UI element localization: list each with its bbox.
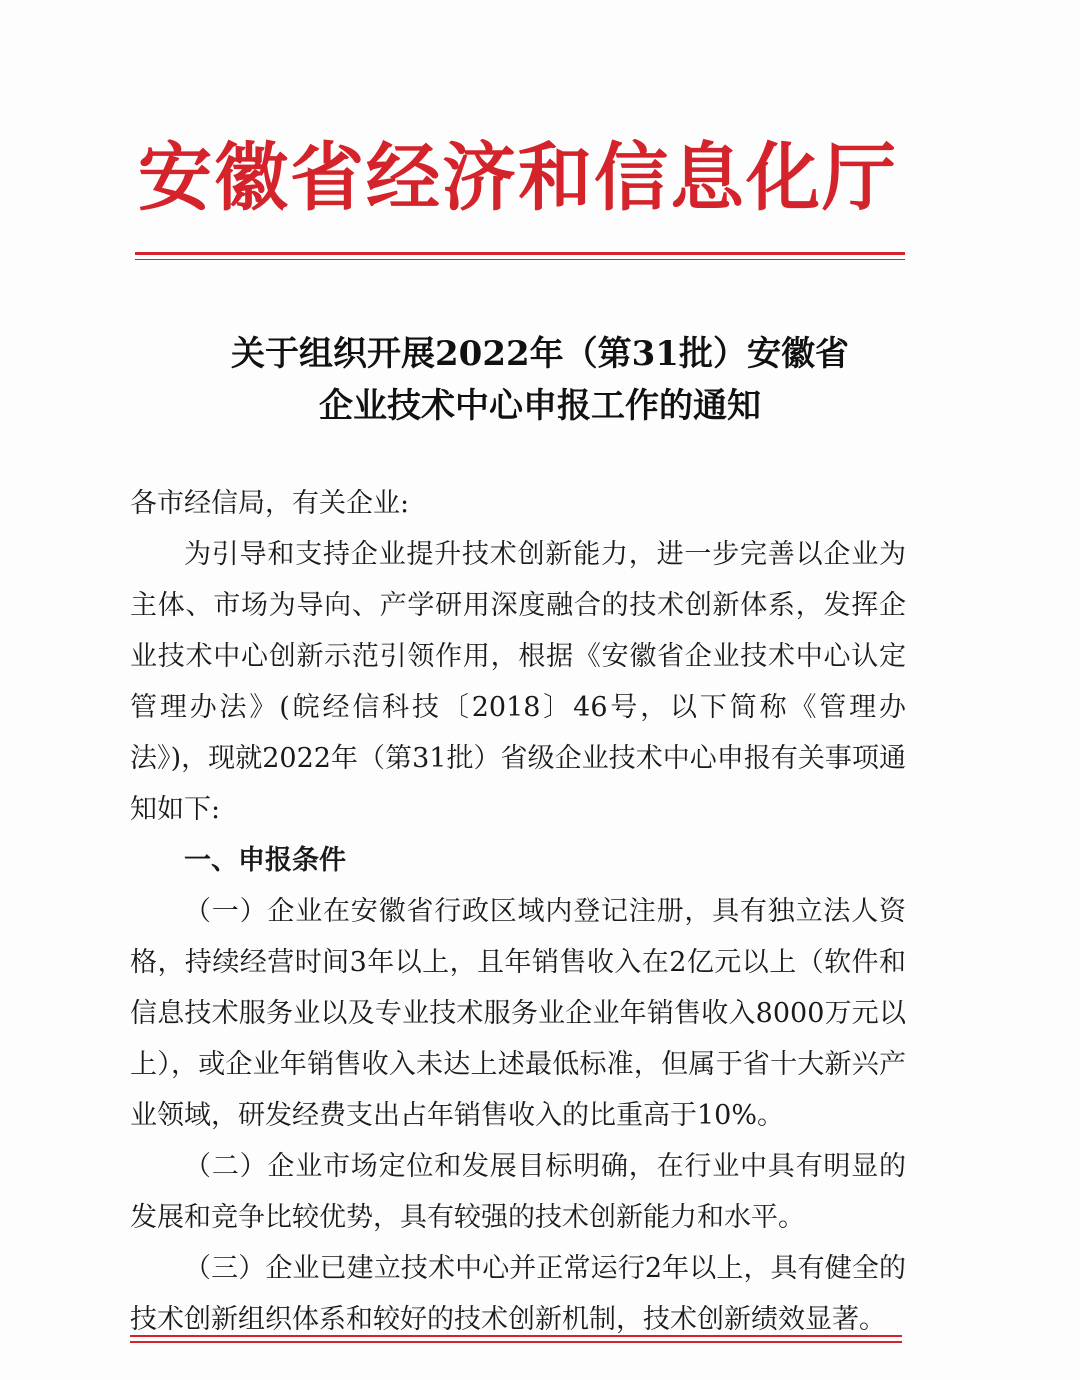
intro-paragraph: 为引导和支持企业提升技术创新能力，进一步完善以企业为主体、市场为导向、产学研用深度融合的技术创新体系，发挥企业技术中心创新示范引领作用，根据《安徽省企业技术中心认定管理办法》(皖经信科技〔2018〕46号，以下简称《管理办法》)，现就2022年（第31批）省级企业技术中心申报有关事项通知如下: bbox=[130, 539, 906, 825]
masthead-red-rule-thin bbox=[135, 259, 905, 260]
document-title-line-2: 企业技术中心申报工作的通知 bbox=[319, 386, 761, 426]
masthead-org-name: 安徽省经济和信息化厅 bbox=[138, 135, 898, 221]
condition-item-3: （三）企业已建立技术中心并正常运行2年以上，具有健全的技术创新组织体系和较好的技术创新机制，技术创新绩效显著。 bbox=[130, 1253, 906, 1335]
footer-red-rule-second bbox=[130, 1341, 902, 1343]
section-heading-conditions: 一、申报条件 bbox=[184, 845, 346, 876]
document-body bbox=[130, 478, 906, 1345]
condition-item-1: （一）企业在安徽省行政区域内登记注册，具有独立法人资格，持续经营时间3年以上，且年销售收入在2亿元以上（软件和信息技术服务业以及专业技术服务业企业年销售收入8000万元以上），或企业年销售收入未达上述最低标准，但属于省十大新兴产业领域，研发经费支出占年销售收入的比重高于10%。 bbox=[130, 896, 906, 1131]
masthead-red-rule bbox=[135, 252, 905, 255]
condition-item-2: （二）企业市场定位和发展目标明确，在行业中具有明显的发展和竞争比较优势，具有较强的技术创新能力和水平。 bbox=[130, 1151, 906, 1233]
document-title-line-1: 关于组织开展2022年（第31批）安徽省 bbox=[231, 334, 849, 374]
footer-red-rule bbox=[130, 1335, 902, 1337]
document-title bbox=[100, 328, 980, 432]
salutation: 各市经信局，有关企业: bbox=[130, 488, 410, 519]
